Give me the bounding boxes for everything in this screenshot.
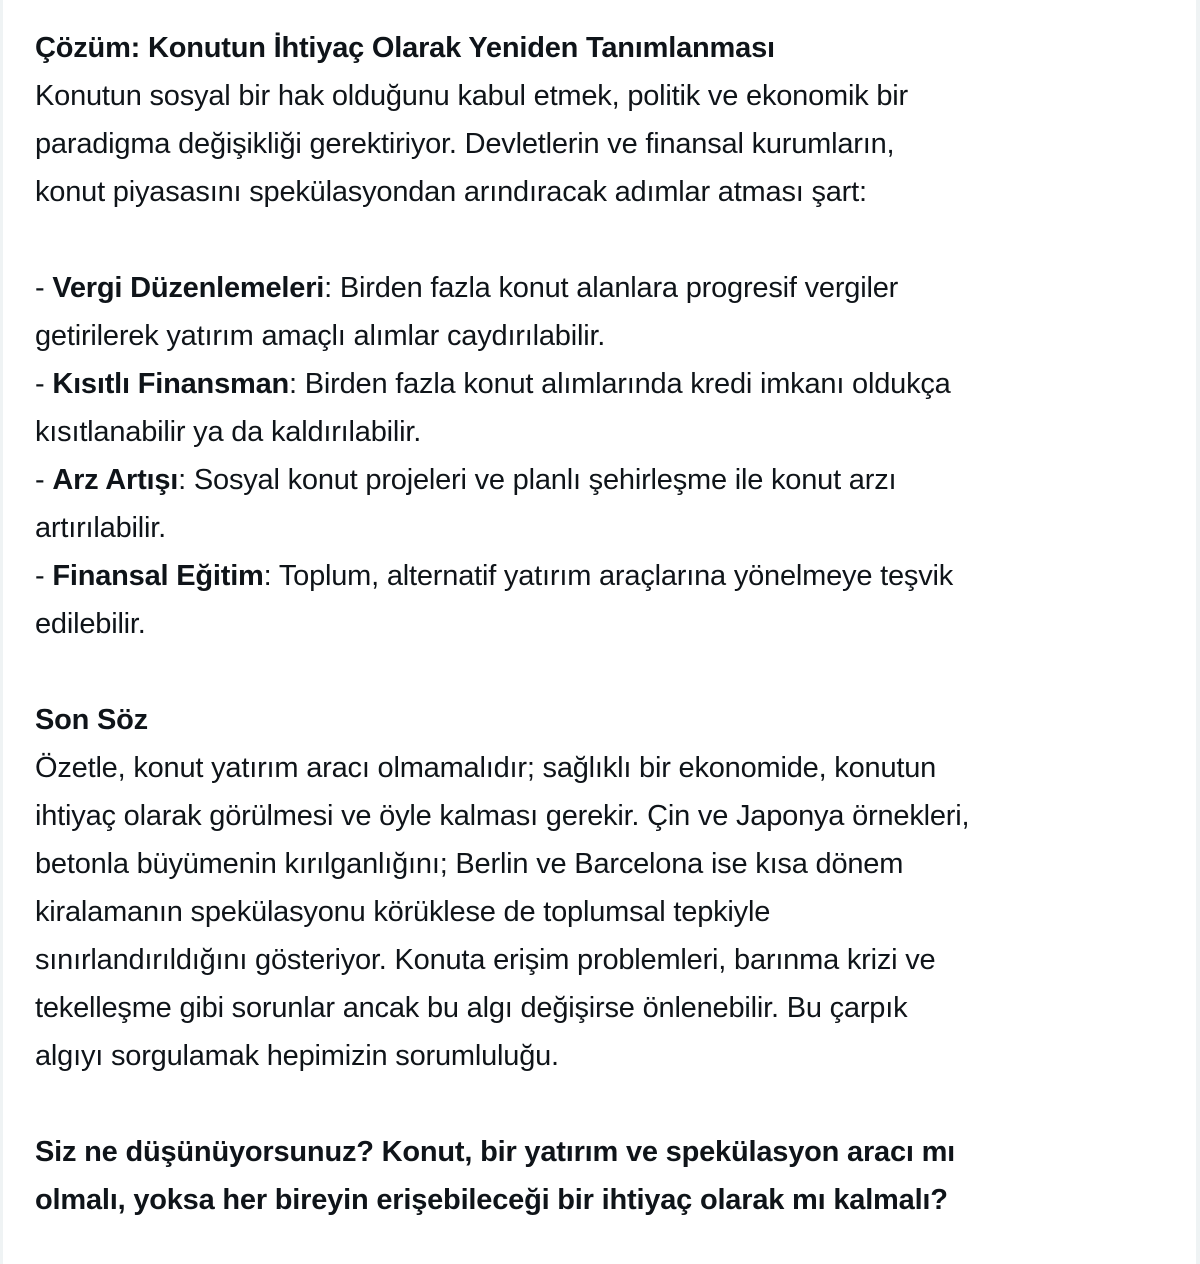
paragraph-line: ihtiyaç olarak görülmesi ve öyle kalması gerekir. Çin ve Japonya örnekleri, xyxy=(35,800,970,832)
paragraph-line: betonla büyümenin kırılganlığını; Berlin ve Barcelona ise kısa dönem xyxy=(35,848,904,880)
measure-text: : Birden fazla konut alımlarında kredi imkanı oldukça xyxy=(289,368,951,400)
right-border xyxy=(1196,0,1200,1264)
paragraph-line: kiralamanın spekülasyonu körüklese de toplumsal tepkiyle xyxy=(35,896,771,928)
section-heading-solution: Çözüm: Konutun İhtiyaç Olarak Yeniden Tanımlanması xyxy=(35,32,775,64)
section-heading-conclusion: Son Söz xyxy=(35,704,148,736)
measure-item xyxy=(35,264,1185,360)
paragraph-line: tekelleşme gibi sorunlar ancak bu algı değişirse önlenebilir. Bu çarpık xyxy=(35,992,908,1024)
measure-text: edilebilir. xyxy=(35,608,146,640)
bullet-dash: - xyxy=(35,560,53,592)
measure-term: Kısıtlı Finansman xyxy=(52,368,290,400)
measure-item xyxy=(35,360,1185,456)
measure-term: Vergi Düzenlemeleri xyxy=(52,272,325,304)
measure-text: kısıtlanabilir ya da kaldırılabilir. xyxy=(35,416,422,448)
paragraph-line: Konutun sosyal bir hak olduğunu kabul etmek, politik ve ekonomik bir xyxy=(35,80,909,112)
measure-term: Finansal Eğitim xyxy=(52,560,264,592)
bullet-dash: - xyxy=(35,272,53,304)
bullet-dash: - xyxy=(35,368,53,400)
closing-question: Siz ne düşünüyorsunuz? Konut, bir yatırım ve spekülasyon aracı mı xyxy=(35,1136,956,1168)
measure-text: : Toplum, alternatif yatırım araçlarına yönelmeye teşvik xyxy=(263,560,954,592)
measure-text: getirilerek yatırım amaçlı alımlar caydırılabilir. xyxy=(35,320,606,352)
measure-term: Arz Artışı xyxy=(52,464,179,496)
measure-text: : Sosyal konut projeleri ve planlı şehirleşme ile konut arzı xyxy=(178,464,897,496)
bullet-dash: - xyxy=(35,464,53,496)
measure-item xyxy=(35,456,1185,552)
left-border xyxy=(0,0,3,1264)
measure-text: artırılabilir. xyxy=(35,512,166,544)
measure-item xyxy=(35,552,1185,648)
paragraph-line: algıyı sorgulamak hepimizin sorumluluğu. xyxy=(35,1040,559,1072)
spacer xyxy=(35,648,1185,696)
spacer xyxy=(35,216,1185,264)
closing-question: olmalı, yoksa her bireyin erişebileceği bir ihtiyaç olarak mı kalmalı? xyxy=(35,1184,948,1216)
post-body xyxy=(35,24,1185,1224)
paragraph-line: konut piyasasını spekülasyondan arındıracak adımlar atması şart: xyxy=(35,176,867,208)
spacer xyxy=(35,1080,1185,1128)
paragraph-line: paradigma değişikliği gerektiriyor. Devletlerin ve finansal kurumların, xyxy=(35,128,895,160)
paragraph-line: sınırlandırıldığını gösteriyor. Konuta erişim problemleri, barınma krizi ve xyxy=(35,944,936,976)
paragraph-line: Özetle, konut yatırım aracı olmamalıdır; sağlıklı bir ekonomide, konutun xyxy=(35,752,937,784)
measure-text: : Birden fazla konut alanlara progresif vergiler xyxy=(324,272,899,304)
